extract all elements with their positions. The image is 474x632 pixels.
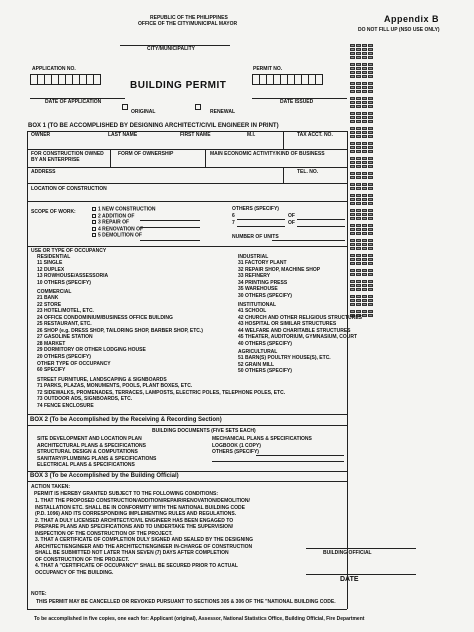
last-name-label: LAST NAME (108, 132, 138, 138)
tax-acct-label: TAX ACCT. NO. (297, 132, 333, 138)
for-construction-label: FOR CONSTRUCTION OWNED BY AN ENTERPRISE (31, 151, 104, 163)
condition-line: INSTALLATION ETC. SHALL BE IN CONFORMITY WITH THE NATIONAL BUILDING CODE (35, 504, 245, 511)
list-item[interactable]: 22 STORE (37, 301, 62, 308)
date-of-application-label: DATE OF APPLICATION (45, 99, 102, 105)
list-item[interactable]: 31 FACTORY PLANT (238, 260, 287, 266)
list-item[interactable]: 50 OTHERS (SPECIFY) (238, 368, 292, 374)
institutional-heading: INSTITUTIONAL (238, 302, 277, 308)
of-label-6: OF (288, 213, 295, 219)
owner-label: OWNER (31, 132, 51, 138)
commercial-list (37, 296, 203, 361)
republic-heading: REPUBLIC OF THE PHILIPPINES (150, 15, 228, 21)
scope-item[interactable]: 1 NEW CONSTRUCTION (92, 207, 156, 214)
condition-line: OF CONSTRUCTION OF THE PROJECT. (35, 556, 130, 563)
use-heading: USE OR TYPE OF OCCUPANCY (31, 248, 107, 254)
footer-text: To be accomplished in five copies, one each for: Applicant (original), Assessor, National Statistics Office, Building Official, Fire Department (34, 616, 365, 622)
city-label: CITY/MUNICIPALITY (147, 46, 195, 52)
residential-heading: RESIDENTIAL (37, 254, 71, 260)
list-item[interactable]: 25 RESTAURANT, ETC. (37, 321, 92, 327)
list-item[interactable]: MECHANICAL PLANS & SPECIFICATIONS (212, 436, 312, 442)
list-item[interactable]: 24 OFFICE CONDOMINIUM/BUSINESS OFFICE BUILDING (37, 314, 173, 321)
note-text: THIS PERMIT MAY BE CANCELLED OR REVOKED PURSUANT TO SECTIONS 305 & 306 OF THE "NATIONAL BUILDING CODE. (36, 599, 336, 605)
other-type-list (37, 368, 65, 375)
condition-line: OCCUPANCY OF THE BUILDING. (35, 569, 114, 576)
agricultural-heading: AGRICULTURAL (238, 349, 278, 355)
box2-heading: BOX 2 (To be Accomplished by the Receiving & Recording Section) (30, 417, 222, 423)
application-no-label: APPLICATION NO. (32, 66, 76, 72)
list-item[interactable]: 45 THEATER, AUDITORIUM, GYMNASIUM, COURT (238, 334, 358, 340)
granted-text: PERMIT IS HEREBY GRANTED SUBJECT TO THE FOLLOWING CONDITIONS: (34, 491, 218, 497)
building-official-label: BUILDING OFFICIAL (323, 550, 372, 556)
appendix-label: Appendix B (384, 14, 440, 24)
office-heading: OFFICE OF THE CITY/MUNICIPAL MAYOR (138, 21, 238, 27)
list-item[interactable]: 13 ROWHOUSE/ASSESSORIA (37, 273, 109, 279)
conditions-list (35, 499, 253, 577)
date-issued-label: DATE ISSUED (280, 99, 314, 105)
application-no-boxes[interactable] (30, 74, 100, 85)
street-list (37, 384, 285, 410)
industrial-list (238, 261, 320, 300)
list-item[interactable]: 20 OTHERS (SPECIFY) (37, 353, 91, 360)
location-label: LOCATION OF CONSTRUCTION (31, 186, 107, 192)
list-item[interactable]: 21 BANK (37, 295, 59, 301)
list-item[interactable]: 28 MARKET (37, 340, 66, 347)
condition-line: ARCHITECT/ENGINEER AND THE ARCHITECT/ENGINEER IN-CHARGE OF CONSTRUCTION (35, 543, 253, 550)
scope-item[interactable]: 4 RENOVATION OF (92, 227, 156, 234)
others-specify-label: OTHERS (SPECIFY) (232, 206, 279, 212)
condition-line: 1. THAT THE PROPOSED CONSTRUCTION/ADDITION/REPAIR/RENOVATION/DEMOLITION/ (35, 498, 250, 504)
tel-no-label: TEL. NO. (297, 169, 319, 175)
documents-right-list (212, 437, 312, 457)
list-item[interactable]: 51 BARN(S) POULTRY HOUSE(S), ETC. (238, 355, 331, 361)
list-item[interactable]: 72 SIDEWALKS, PROMENADES, TERRACES, LAMPOSTS, ELECTRIC POLES, TELEPHONE POLES, ETC. (37, 389, 286, 396)
other-type-heading: OTHER TYPE OF OCCUPANCY (37, 361, 111, 367)
list-item[interactable]: 73 OUTDOOR ADS, SIGNBOARDS, ETC. (37, 396, 133, 402)
list-item[interactable]: 43 HOSPITAL OR SIMILAR STRUCTURES (238, 321, 337, 327)
list-item[interactable]: SITE DEVELOPMENT AND LOCATION PLAN (37, 436, 142, 442)
action-taken-label: ACTION TAKEN: (31, 484, 71, 490)
form-title: BUILDING PERMIT (130, 80, 227, 91)
list-item[interactable]: 34 PRINTING PRESS (238, 279, 288, 286)
nso-grid-column (350, 44, 374, 317)
list-item[interactable]: 10 OTHERS (SPECIFY) (37, 279, 91, 286)
original-checkbox[interactable] (122, 104, 128, 110)
list-item[interactable]: 12 DUPLEX (37, 266, 65, 273)
list-item[interactable]: SANITARY/PLUMBING PLANS & SPECIFICATIONS (37, 455, 157, 462)
list-item[interactable]: 60 SPECIFY (37, 367, 66, 373)
box1-heading: BOX 1 (TO BE ACCOMPLISHED BY DESIGNING ARCHITECT/CIVIL ENGINEER IN PRINT) (28, 123, 279, 129)
note-label: NOTE: (31, 591, 47, 597)
renewal-label: RENEWAL (210, 109, 235, 115)
list-item[interactable]: LOGBOOK (1 COPY) (212, 442, 261, 449)
renewal-checkbox[interactable] (195, 104, 201, 110)
form-of-ownership-label: FORM OF OWNERSHIP (118, 151, 174, 157)
scope-item[interactable]: 3 REPAIR OF (92, 220, 156, 227)
list-item[interactable]: 33 REFINERY (238, 273, 271, 279)
commercial-heading: COMMERCIAL (37, 289, 72, 295)
list-item[interactable]: 71 PARKS, PLAZAS, MONUMENTS, POOLS, PLANT BOXES, ETC. (37, 383, 193, 389)
list-item[interactable]: 35 WAREHOUSE (238, 286, 278, 292)
scope-of-work-label: SCOPE OF WORK: (31, 209, 76, 215)
condition-line: 3. THAT A CERTIFICATE OF COMPLETION DULY SIGNED AND SEALED BY THE DESIGNING (35, 537, 254, 543)
institutional-list (238, 309, 362, 348)
list-item[interactable]: ELECTRICAL PLANS & SPECIFICATIONS (37, 462, 135, 468)
list-item[interactable]: ARCHITECTURAL PLANS & SPECIFICATIONS (37, 442, 146, 449)
date-label: DATE (340, 576, 359, 583)
street-heading: STREET FURNITURE, LANDSCAPING & SIGNBOARDS (37, 377, 167, 383)
list-item[interactable]: 74 FENCE ENCLOSURE (37, 402, 94, 409)
condition-line: 2. THAT A DULY LICENSED ARCHITECT/CIVIL ENGINEER HAS BEEN ENGAGED TO (35, 517, 234, 524)
list-item[interactable]: 11 SINGLE (37, 260, 63, 266)
nso-use-only-label: DO NOT FILL UP (NSO USE ONLY) (358, 27, 440, 33)
others-7: 7 (232, 220, 235, 226)
list-item[interactable]: 41 SCHOOL (238, 308, 267, 314)
of-label-7: OF (288, 220, 295, 226)
main-economic-label: MAIN ECONOMIC ACTIVITY/KIND OF BUSINESS (210, 151, 325, 157)
condition-line: (P.D. 1096) AND ITS CORRESPONDING IMPLEMENTING RULES AND REGULATIONS. (35, 511, 237, 517)
list-item[interactable]: 30 OTHERS (SPECIFY) (238, 292, 292, 299)
scope-items (92, 207, 156, 240)
others-6: 6 (232, 213, 235, 219)
permit-no-boxes[interactable] (252, 74, 322, 85)
list-item[interactable]: 42 CHURCH AND OTHER RELIGIOUS STRUCTURES (238, 314, 362, 321)
number-of-units-label: NUMBER OF UNITS (232, 234, 279, 240)
scope-item[interactable]: 5 DEMOLITION OF (92, 233, 156, 240)
list-item[interactable]: 26 SHOP (e.g. DRESS SHOP, TAILORING SHOP, BARBER SHOP, ETC.) (37, 327, 203, 334)
list-item[interactable]: 52 GRAIN MILL (238, 361, 275, 368)
list-item[interactable]: 23 HOTEL/MOTEL, ETC. (37, 308, 94, 314)
condition-line: SHALL BE SUBMITTED NOT LATER THAN SEVEN (7) DAYS AFTER COMPLETION (35, 550, 229, 556)
scope-item[interactable]: 2 ADDITION OF (92, 214, 156, 221)
condition-line: PREPARE PLANS AND SPECIFICATIONS AND TO UNDERTAKE THE SUPERVISION/ (35, 524, 234, 530)
condition-line: INSPECTION OF THE CONSTRUCTION OF THE PROJECT. (35, 530, 173, 537)
list-item[interactable]: 44 WELFARE AND CHARITABLE STRUCTURES (238, 327, 351, 334)
agricultural-list (238, 356, 331, 376)
documents-left-list (37, 437, 156, 470)
industrial-heading: INDUSTRIAL (238, 254, 269, 260)
mi-label: M.I. (247, 132, 256, 138)
list-item[interactable]: STRUCTURAL DESIGN & COMPUTATIONS (37, 449, 138, 455)
address-label: ADDRESS (31, 169, 56, 175)
list-item[interactable]: 29 DORMITORY OR OTHER LODGING HOUSE (37, 347, 146, 353)
list-item[interactable]: 40 OTHERS (SPECIFY) (238, 340, 292, 347)
original-label: ORIGINAL (131, 109, 156, 115)
list-item[interactable]: 27 GASOLINE STATION (37, 334, 93, 340)
residential-list (37, 261, 108, 287)
permit-no-label: PERMIT NO. (253, 66, 283, 72)
list-item[interactable]: OTHERS (SPECIFY) (212, 449, 259, 455)
list-item[interactable]: 32 REPAIR SHOP, MACHINE SHOP (238, 266, 321, 273)
box3-heading: BOX 3 (To be Accomplished by the Building Official) (30, 473, 179, 479)
building-documents-heading: BUILDING DOCUMENTS (FIVE SETS EACH) (152, 428, 256, 434)
first-name-label: FIRST NAME (180, 132, 211, 138)
condition-line: 4. THAT A "CERTIFICATE OF OCCUPANCY" SHALL BE SECURED PRIOR TO ACTUAL (35, 563, 238, 569)
